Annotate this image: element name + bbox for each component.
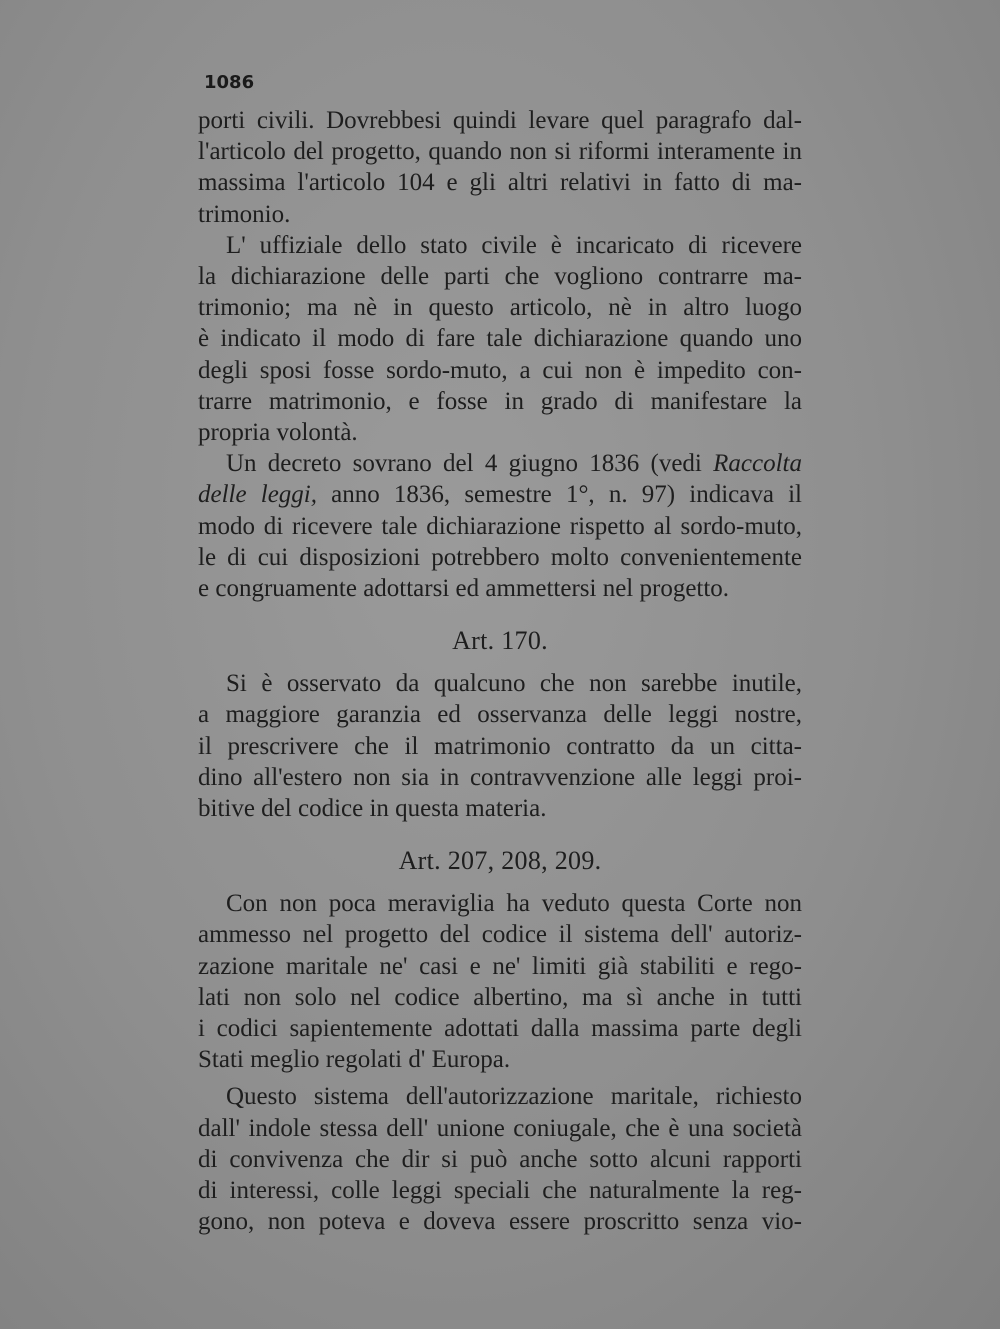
text-line — [198, 448, 802, 479]
paragraph-art-170 — [198, 668, 802, 824]
text-line: ammesso nel progetto del codice il sistema dell' autoriz- — [198, 921, 802, 949]
text-line: L' uffiziale dello stato civile è incaricato di ricevere — [226, 231, 802, 259]
page-number: 1086 — [204, 72, 255, 93]
text-line: trimonio; ma nè in questo articolo, nè in altro luogo — [198, 294, 802, 322]
article-heading: Art. 207, 208, 209. — [398, 846, 602, 876]
text-line: zazione maritale ne' casi e ne' limiti già stabiliti e rego- — [198, 952, 802, 980]
text-line: bitive del codice in questa materia. — [198, 795, 547, 823]
text-segment: Un decreto sovrano del 4 giugno 1836 (vedi — [226, 450, 714, 478]
text-line — [198, 479, 802, 510]
paragraph-intro — [198, 105, 802, 230]
document-page — [198, 72, 802, 1238]
text-line: trimonio. — [198, 200, 291, 228]
text-line: e congruamente adottarsi ed ammettersi nel progetto. — [198, 575, 730, 603]
text-line: è indicato il modo di fare tale dichiarazione quando uno — [198, 325, 802, 353]
text-line: a maggiore garanzia ed osservanza delle leggi nostre, — [198, 701, 802, 729]
text-line: modo di ricevere tale dichiarazione rispetto al sordo-muto, — [198, 512, 802, 540]
text-line: la dichiarazione delle parti che vogliono contrarre ma- — [198, 263, 802, 291]
text-line: l'articolo del progetto, quando non si riformi interamente in — [198, 138, 802, 166]
text-line: dino all'estero non sia in contravvenzione alle leggi proi- — [198, 763, 802, 791]
text-line: Questo sistema dell'autorizzazione maritale, richiesto — [226, 1083, 802, 1111]
paragraph-decreto — [198, 448, 802, 604]
text-line: le di cui disposizioni potrebbero molto convenientemente — [198, 543, 802, 571]
text-line: il prescrivere che il matrimonio contratto da un citta- — [198, 732, 802, 760]
article-heading: Art. 170. — [452, 626, 548, 656]
text-line: gono, non poteva e doveva essere proscritto senza vio- — [198, 1208, 802, 1236]
text-line: degli sposi fosse sordo-muto, a cui non è impedito con- — [198, 356, 802, 384]
italic-title: Raccolta — [713, 450, 802, 478]
text-line: dall' indole stessa dell' unione coniugale, che è una società — [198, 1114, 802, 1142]
text-line: propria volontà. — [198, 419, 358, 447]
text-line: di interessi, colle leggi speciali che naturalmente la reg- — [198, 1177, 802, 1205]
text-line: di convivenza che dir si può anche sotto alcuni rapporti — [198, 1145, 802, 1173]
paragraph-uffiziale — [198, 230, 802, 448]
text-line: lati non solo nel codice albertino, ma sì anche in tutti — [198, 983, 802, 1011]
text-line: porti civili. Dovrebbesi quindi levare quel paragrafo dal- — [198, 107, 802, 134]
text-line: Con non poca meraviglia ha veduto questa Corte non — [226, 890, 802, 918]
italic-title: delle leggi, — [198, 481, 317, 509]
text-line: trarre matrimonio, e fosse in grado di manifestare la — [198, 387, 802, 415]
text-line: Stati meglio regolati d' Europa. — [198, 1046, 511, 1074]
text-line: massima l'articolo 104 e gli altri relativi in fatto di ma- — [198, 169, 802, 197]
paragraph-art-207 — [198, 888, 802, 1075]
paragraph-autorizzazione — [198, 1081, 802, 1237]
text-segment: anno 1836, semestre 1°, n. 97) indicava il — [316, 481, 802, 509]
text-line: i codici sapientemente adottati dalla massima parte degli — [198, 1015, 802, 1043]
text-line: Si è osservato da qualcuno che non sarebbe inutile, — [226, 670, 802, 698]
